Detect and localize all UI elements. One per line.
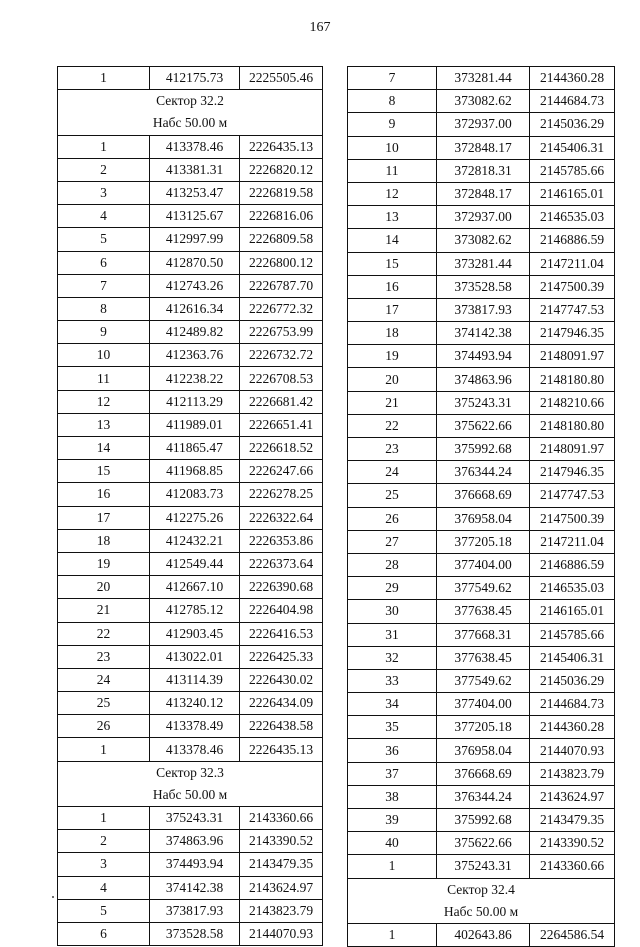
y-coordinate-cell: 2226435.13 [240, 135, 323, 158]
table-body-right [348, 67, 615, 947]
y-coordinate-cell: 2143390.52 [240, 830, 323, 853]
table-row [58, 228, 323, 251]
y-coordinate-cell: 2146535.03 [530, 206, 615, 229]
point-number-cell: 23 [58, 645, 150, 668]
table-row [348, 159, 615, 182]
point-number-cell: 36 [348, 739, 437, 762]
x-coordinate-cell: 413378.49 [150, 715, 240, 738]
x-coordinate-cell: 372848.17 [437, 182, 530, 205]
point-number-cell: 20 [348, 368, 437, 391]
table-row [58, 437, 323, 460]
y-coordinate-cell: 2145406.31 [530, 136, 615, 159]
table-row [348, 832, 615, 855]
sector-subtitle-row [58, 784, 323, 807]
point-number-cell: 35 [348, 716, 437, 739]
point-number-cell: 24 [58, 668, 150, 691]
x-coordinate-cell: 372818.31 [437, 159, 530, 182]
table-row [348, 368, 615, 391]
table-row [58, 297, 323, 320]
x-coordinate-cell: 413240.12 [150, 692, 240, 715]
y-coordinate-cell: 2264586.54 [530, 923, 615, 946]
sector-subtitle-row [58, 112, 323, 135]
point-number-cell: 7 [58, 274, 150, 297]
table-row [58, 599, 323, 622]
x-coordinate-cell: 373281.44 [437, 67, 530, 90]
y-coordinate-cell: 2226708.53 [240, 367, 323, 390]
x-coordinate-cell: 373817.93 [437, 298, 530, 321]
x-coordinate-cell: 377638.45 [437, 646, 530, 669]
y-coordinate-cell: 2226373.64 [240, 552, 323, 575]
table-row [58, 367, 323, 390]
x-coordinate-cell: 373528.58 [437, 275, 530, 298]
table-row [348, 252, 615, 275]
table-row [348, 67, 615, 90]
y-coordinate-cell: 2147211.04 [530, 252, 615, 275]
sector-title: Сектор 32.2 [58, 90, 323, 113]
point-number-cell: 4 [58, 205, 150, 228]
table-row [58, 552, 323, 575]
table-row [58, 529, 323, 552]
x-coordinate-cell: 375992.68 [437, 438, 530, 461]
x-coordinate-cell: 372937.00 [437, 206, 530, 229]
point-number-cell: 23 [348, 438, 437, 461]
point-number-cell: 38 [348, 785, 437, 808]
y-coordinate-cell: 2146165.01 [530, 182, 615, 205]
x-coordinate-cell: 412785.12 [150, 599, 240, 622]
y-coordinate-cell: 2226819.58 [240, 181, 323, 204]
x-coordinate-cell: 376344.24 [437, 461, 530, 484]
table-row [348, 669, 615, 692]
x-coordinate-cell: 411865.47 [150, 437, 240, 460]
coordinates-table-right [347, 66, 615, 947]
point-number-cell: 30 [348, 600, 437, 623]
point-number-cell: 32 [348, 646, 437, 669]
x-coordinate-cell: 374142.38 [150, 876, 240, 899]
table-row [58, 506, 323, 529]
x-coordinate-cell: 377549.62 [437, 669, 530, 692]
table-row [58, 321, 323, 344]
point-number-cell: 15 [348, 252, 437, 275]
x-coordinate-cell: 373281.44 [437, 252, 530, 275]
y-coordinate-cell: 2148180.80 [530, 414, 615, 437]
point-number-cell: 39 [348, 809, 437, 832]
y-coordinate-cell: 2143823.79 [530, 762, 615, 785]
point-number-cell: 6 [58, 251, 150, 274]
y-coordinate-cell: 2226438.58 [240, 715, 323, 738]
x-coordinate-cell: 373528.58 [150, 922, 240, 945]
point-number-cell: 5 [58, 899, 150, 922]
point-number-cell: 29 [348, 577, 437, 600]
point-number-cell: 13 [348, 206, 437, 229]
y-coordinate-cell: 2145406.31 [530, 646, 615, 669]
sector-subtitle: Набс 50.00 м [58, 112, 323, 135]
sector-title-row [58, 761, 323, 784]
x-coordinate-cell: 373082.62 [437, 229, 530, 252]
point-number-cell: 17 [348, 298, 437, 321]
table-row [58, 67, 323, 90]
table-row [348, 438, 615, 461]
point-number-cell: 19 [348, 345, 437, 368]
table-row [58, 135, 323, 158]
point-number-cell: 16 [348, 275, 437, 298]
x-coordinate-cell: 377205.18 [437, 530, 530, 553]
point-number-cell: 14 [58, 437, 150, 460]
sector-subtitle: Набс 50.00 м [58, 784, 323, 807]
x-coordinate-cell: 412113.29 [150, 390, 240, 413]
y-coordinate-cell: 2226681.42 [240, 390, 323, 413]
table-row [348, 923, 615, 946]
point-number-cell: 4 [58, 876, 150, 899]
point-number-cell: 12 [58, 390, 150, 413]
x-coordinate-cell: 377404.00 [437, 693, 530, 716]
x-coordinate-cell: 412667.10 [150, 576, 240, 599]
table-row [348, 113, 615, 136]
y-coordinate-cell: 2226753.99 [240, 321, 323, 344]
point-number-cell: 22 [348, 414, 437, 437]
y-coordinate-cell: 2143624.97 [530, 785, 615, 808]
point-number-cell: 26 [58, 715, 150, 738]
table-row [58, 853, 323, 876]
y-coordinate-cell: 2226390.68 [240, 576, 323, 599]
table-row [58, 205, 323, 228]
table-row [58, 830, 323, 853]
y-coordinate-cell: 2143479.35 [530, 809, 615, 832]
x-coordinate-cell: 376958.04 [437, 507, 530, 530]
y-coordinate-cell: 2143823.79 [240, 899, 323, 922]
table-row [348, 693, 615, 716]
point-number-cell: 33 [348, 669, 437, 692]
x-coordinate-cell: 412870.50 [150, 251, 240, 274]
scan-speck [52, 896, 54, 898]
table-row [58, 158, 323, 181]
sector-title-row [58, 90, 323, 113]
y-coordinate-cell: 2145036.29 [530, 669, 615, 692]
y-coordinate-cell: 2144360.28 [530, 716, 615, 739]
table-row [58, 576, 323, 599]
point-number-cell: 28 [348, 553, 437, 576]
x-coordinate-cell: 374863.96 [150, 830, 240, 853]
y-coordinate-cell: 2147500.39 [530, 507, 615, 530]
y-coordinate-cell: 2147747.53 [530, 484, 615, 507]
point-number-cell: 10 [348, 136, 437, 159]
point-number-cell: 11 [348, 159, 437, 182]
x-coordinate-cell: 375622.66 [437, 832, 530, 855]
table-row [348, 577, 615, 600]
point-number-cell: 1 [58, 67, 150, 90]
sector-subtitle: Набс 50.00 м [348, 901, 615, 924]
y-coordinate-cell: 2146886.59 [530, 553, 615, 576]
table-row [348, 762, 615, 785]
x-coordinate-cell: 373082.62 [437, 90, 530, 113]
y-coordinate-cell: 2143624.97 [240, 876, 323, 899]
x-coordinate-cell: 377668.31 [437, 623, 530, 646]
point-number-cell: 10 [58, 344, 150, 367]
point-number-cell: 1 [58, 135, 150, 158]
table-row [348, 275, 615, 298]
sector-title: Сектор 32.3 [58, 761, 323, 784]
x-coordinate-cell: 376344.24 [437, 785, 530, 808]
table-row [348, 136, 615, 159]
sector-title: Сектор 32.4 [348, 878, 615, 901]
x-coordinate-cell: 376668.69 [437, 762, 530, 785]
point-number-cell: 2 [58, 158, 150, 181]
y-coordinate-cell: 2147211.04 [530, 530, 615, 553]
x-coordinate-cell: 412549.44 [150, 552, 240, 575]
y-coordinate-cell: 2147747.53 [530, 298, 615, 321]
table-body-left [58, 67, 323, 946]
y-coordinate-cell: 2144684.73 [530, 693, 615, 716]
y-coordinate-cell: 2143479.35 [240, 853, 323, 876]
point-number-cell: 1 [58, 738, 150, 761]
table-row [348, 507, 615, 530]
x-coordinate-cell: 372848.17 [437, 136, 530, 159]
y-coordinate-cell: 2143390.52 [530, 832, 615, 855]
y-coordinate-cell: 2144684.73 [530, 90, 615, 113]
y-coordinate-cell: 2148091.97 [530, 345, 615, 368]
point-number-cell: 15 [58, 460, 150, 483]
table-row [348, 90, 615, 113]
table-row [58, 876, 323, 899]
x-coordinate-cell: 412997.99 [150, 228, 240, 251]
point-number-cell: 25 [348, 484, 437, 507]
point-number-cell: 37 [348, 762, 437, 785]
y-coordinate-cell: 2226651.41 [240, 413, 323, 436]
y-coordinate-cell: 2226618.52 [240, 437, 323, 460]
point-number-cell: 8 [348, 90, 437, 113]
table-row [58, 807, 323, 830]
y-coordinate-cell: 2144070.93 [530, 739, 615, 762]
y-coordinate-cell: 2226435.13 [240, 738, 323, 761]
x-coordinate-cell: 375992.68 [437, 809, 530, 832]
y-coordinate-cell: 2226800.12 [240, 251, 323, 274]
table-row [348, 298, 615, 321]
x-coordinate-cell: 372937.00 [437, 113, 530, 136]
point-number-cell: 9 [348, 113, 437, 136]
point-number-cell: 1 [58, 807, 150, 830]
point-number-cell: 3 [58, 181, 150, 204]
x-coordinate-cell: 374863.96 [437, 368, 530, 391]
point-number-cell: 7 [348, 67, 437, 90]
sector-title-row [348, 878, 615, 901]
point-number-cell: 9 [58, 321, 150, 344]
x-coordinate-cell: 413022.01 [150, 645, 240, 668]
point-number-cell: 16 [58, 483, 150, 506]
point-number-cell: 8 [58, 297, 150, 320]
x-coordinate-cell: 411968.85 [150, 460, 240, 483]
table-row [348, 484, 615, 507]
table-row [348, 322, 615, 345]
x-coordinate-cell: 375243.31 [150, 807, 240, 830]
table-row [348, 206, 615, 229]
y-coordinate-cell: 2225505.46 [240, 67, 323, 90]
point-number-cell: 19 [58, 552, 150, 575]
x-coordinate-cell: 375622.66 [437, 414, 530, 437]
table-row [58, 668, 323, 691]
y-coordinate-cell: 2226772.32 [240, 297, 323, 320]
x-coordinate-cell: 413253.47 [150, 181, 240, 204]
x-coordinate-cell: 412363.76 [150, 344, 240, 367]
point-number-cell: 20 [58, 576, 150, 599]
x-coordinate-cell: 375243.31 [437, 391, 530, 414]
x-coordinate-cell: 413125.67 [150, 205, 240, 228]
table-row [58, 738, 323, 761]
point-number-cell: 21 [348, 391, 437, 414]
y-coordinate-cell: 2226278.25 [240, 483, 323, 506]
x-coordinate-cell: 374142.38 [437, 322, 530, 345]
table-row [58, 181, 323, 204]
x-coordinate-cell: 374493.94 [150, 853, 240, 876]
point-number-cell: 18 [348, 322, 437, 345]
y-coordinate-cell: 2226430.02 [240, 668, 323, 691]
x-coordinate-cell: 412238.22 [150, 367, 240, 390]
table-row [348, 809, 615, 832]
table-row [348, 623, 615, 646]
point-number-cell: 18 [58, 529, 150, 552]
table-row [348, 414, 615, 437]
y-coordinate-cell: 2146535.03 [530, 577, 615, 600]
y-coordinate-cell: 2144360.28 [530, 67, 615, 90]
table-row [58, 344, 323, 367]
table-row [58, 715, 323, 738]
sector-subtitle-row [348, 901, 615, 924]
x-coordinate-cell: 402643.86 [437, 923, 530, 946]
table-row [58, 390, 323, 413]
x-coordinate-cell: 412489.82 [150, 321, 240, 344]
point-number-cell: 3 [58, 853, 150, 876]
point-number-cell: 14 [348, 229, 437, 252]
point-number-cell: 21 [58, 599, 150, 622]
point-number-cell: 27 [348, 530, 437, 553]
y-coordinate-cell: 2226434.09 [240, 692, 323, 715]
y-coordinate-cell: 2146886.59 [530, 229, 615, 252]
y-coordinate-cell: 2226247.66 [240, 460, 323, 483]
point-number-cell: 2 [58, 830, 150, 853]
x-coordinate-cell: 377549.62 [437, 577, 530, 600]
page-number: 167 [309, 20, 331, 35]
point-number-cell: 22 [58, 622, 150, 645]
x-coordinate-cell: 412083.73 [150, 483, 240, 506]
table-row [348, 739, 615, 762]
x-coordinate-cell: 376958.04 [437, 739, 530, 762]
point-number-cell: 40 [348, 832, 437, 855]
x-coordinate-cell: 411989.01 [150, 413, 240, 436]
point-number-cell: 26 [348, 507, 437, 530]
x-coordinate-cell: 376668.69 [437, 484, 530, 507]
table-row [348, 716, 615, 739]
table-row [348, 855, 615, 878]
y-coordinate-cell: 2145036.29 [530, 113, 615, 136]
x-coordinate-cell: 373817.93 [150, 899, 240, 922]
y-coordinate-cell: 2148091.97 [530, 438, 615, 461]
x-coordinate-cell: 377205.18 [437, 716, 530, 739]
y-coordinate-cell: 2226416.53 [240, 622, 323, 645]
x-coordinate-cell: 412275.26 [150, 506, 240, 529]
y-coordinate-cell: 2145785.66 [530, 623, 615, 646]
x-coordinate-cell: 413381.31 [150, 158, 240, 181]
x-coordinate-cell: 413378.46 [150, 738, 240, 761]
x-coordinate-cell: 412743.26 [150, 274, 240, 297]
x-coordinate-cell: 412175.73 [150, 67, 240, 90]
y-coordinate-cell: 2143360.66 [530, 855, 615, 878]
table-row [58, 413, 323, 436]
coordinates-table-left [57, 66, 323, 946]
table-row [348, 553, 615, 576]
point-number-cell: 1 [348, 923, 437, 946]
point-number-cell: 13 [58, 413, 150, 436]
x-coordinate-cell: 374493.94 [437, 345, 530, 368]
table-row [58, 460, 323, 483]
y-coordinate-cell: 2147946.35 [530, 461, 615, 484]
y-coordinate-cell: 2226425.33 [240, 645, 323, 668]
table-row [58, 483, 323, 506]
point-number-cell: 1 [348, 855, 437, 878]
table-row [348, 785, 615, 808]
y-coordinate-cell: 2144070.93 [240, 922, 323, 945]
x-coordinate-cell: 412903.45 [150, 622, 240, 645]
table-row [58, 692, 323, 715]
table-row [348, 530, 615, 553]
y-coordinate-cell: 2143360.66 [240, 807, 323, 830]
x-coordinate-cell: 413378.46 [150, 135, 240, 158]
table-row [348, 461, 615, 484]
point-number-cell: 34 [348, 693, 437, 716]
table-row [348, 182, 615, 205]
x-coordinate-cell: 377404.00 [437, 553, 530, 576]
x-coordinate-cell: 413114.39 [150, 668, 240, 691]
point-number-cell: 24 [348, 461, 437, 484]
table-row [348, 646, 615, 669]
table-row [58, 645, 323, 668]
x-coordinate-cell: 412432.21 [150, 529, 240, 552]
y-coordinate-cell: 2226816.06 [240, 205, 323, 228]
point-number-cell: 5 [58, 228, 150, 251]
point-number-cell: 11 [58, 367, 150, 390]
point-number-cell: 17 [58, 506, 150, 529]
table-row [348, 229, 615, 252]
y-coordinate-cell: 2226404.98 [240, 599, 323, 622]
table-row [348, 391, 615, 414]
y-coordinate-cell: 2226732.72 [240, 344, 323, 367]
y-coordinate-cell: 2148180.80 [530, 368, 615, 391]
x-coordinate-cell: 412616.34 [150, 297, 240, 320]
y-coordinate-cell: 2146165.01 [530, 600, 615, 623]
y-coordinate-cell: 2226353.86 [240, 529, 323, 552]
table-row [58, 251, 323, 274]
point-number-cell: 25 [58, 692, 150, 715]
point-number-cell: 31 [348, 623, 437, 646]
y-coordinate-cell: 2226809.58 [240, 228, 323, 251]
table-row [348, 600, 615, 623]
y-coordinate-cell: 2226820.12 [240, 158, 323, 181]
point-number-cell: 6 [58, 922, 150, 945]
table-row [348, 345, 615, 368]
y-coordinate-cell: 2147500.39 [530, 275, 615, 298]
x-coordinate-cell: 375243.31 [437, 855, 530, 878]
y-coordinate-cell: 2145785.66 [530, 159, 615, 182]
table-row [58, 922, 323, 945]
table-row [58, 622, 323, 645]
point-number-cell: 12 [348, 182, 437, 205]
y-coordinate-cell: 2147946.35 [530, 322, 615, 345]
y-coordinate-cell: 2148210.66 [530, 391, 615, 414]
y-coordinate-cell: 2226322.64 [240, 506, 323, 529]
x-coordinate-cell: 377638.45 [437, 600, 530, 623]
y-coordinate-cell: 2226787.70 [240, 274, 323, 297]
table-row [58, 274, 323, 297]
